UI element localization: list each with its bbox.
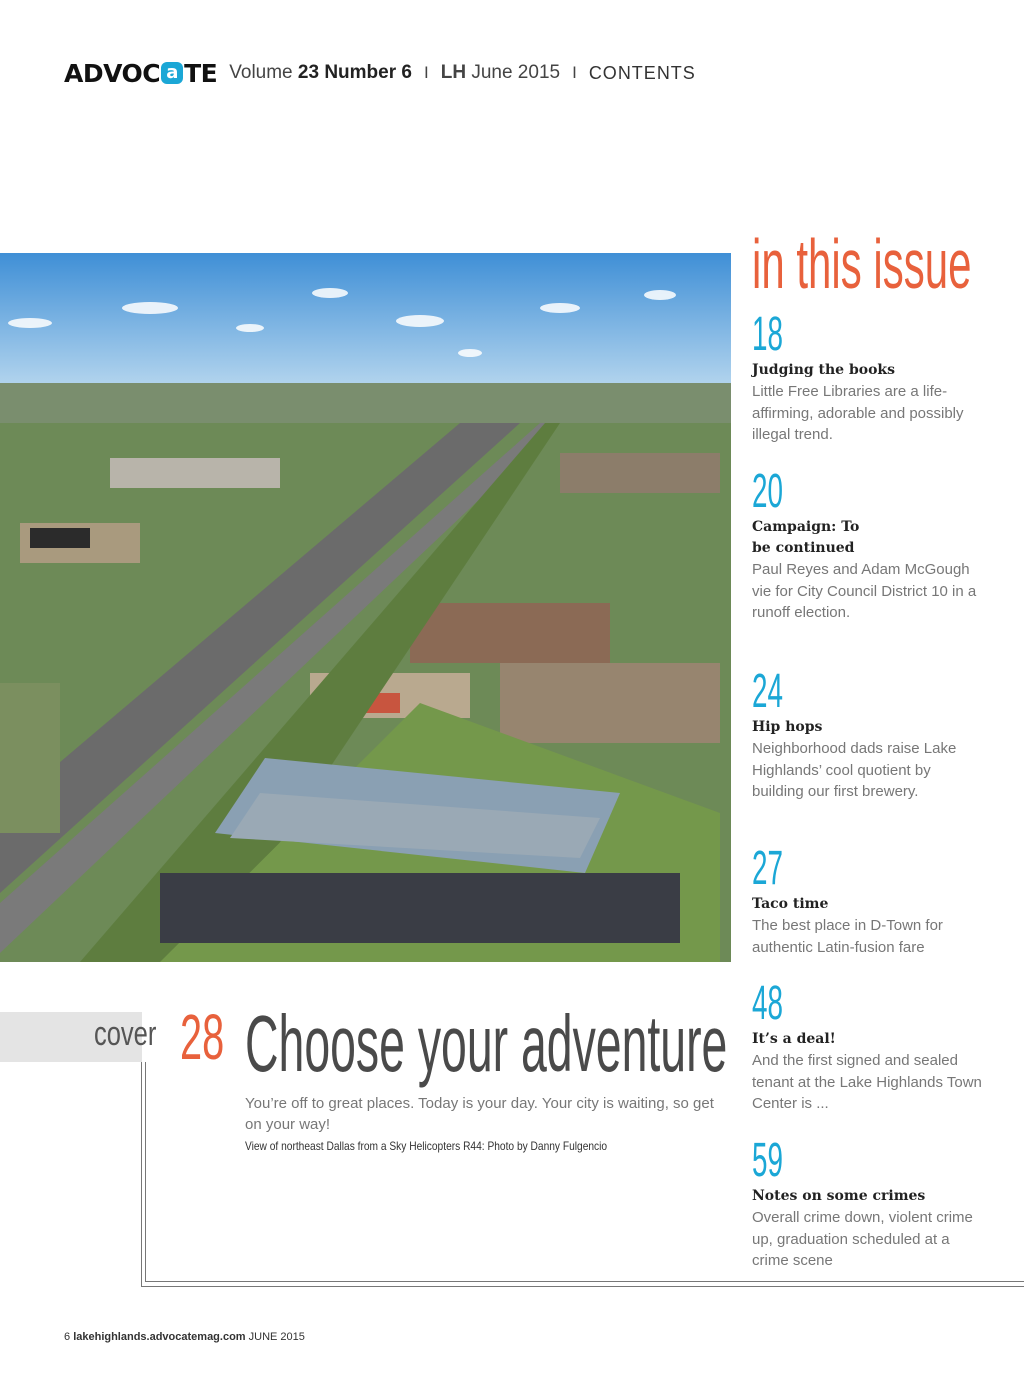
in-this-issue-title: in this issue — [752, 225, 972, 303]
issue-number: 6 — [401, 62, 412, 83]
item-headline: It’s a deal! — [752, 1031, 836, 1047]
page-number: 6 — [64, 1331, 71, 1343]
item-page-number: 18 — [752, 308, 783, 361]
item-description: Paul Reyes and Adam McGough vie for City Council District 10 in a runoff election. — [752, 561, 977, 621]
aerial-photo — [0, 253, 731, 962]
edition-date — [441, 62, 560, 84]
item-page-number: 27 — [752, 842, 783, 895]
logo-text-end: TE — [184, 58, 218, 88]
volume-info — [229, 62, 412, 84]
item-description: Neighborhood dads raise Lake Highlands’ cool quotient by building our first brewery. — [752, 740, 957, 800]
item-page-number: 20 — [752, 465, 783, 518]
issue-item[interactable] — [752, 665, 982, 803]
item-headline: Taco time — [752, 896, 829, 912]
header-separator: I — [572, 63, 577, 82]
item-headline: Notes on some crimes — [752, 1188, 926, 1204]
website-url[interactable]: lakehighlands.advocatemag.com — [73, 1331, 246, 1343]
item-page-number: 48 — [752, 977, 783, 1030]
issue-item[interactable] — [752, 977, 982, 1115]
item-page-number: 59 — [752, 1134, 783, 1187]
cover-page-number: 28 — [180, 1001, 225, 1073]
advocate-logo — [64, 59, 217, 88]
edition-code: LH — [440, 62, 467, 83]
frame-rule — [141, 1286, 1024, 1287]
item-description: Little Free Libraries are a life-affirming, adorable and possibly illegal trend. — [752, 383, 964, 443]
cover-story-description: You’re off to great places. Today is your day. Your city is waiting, so get on your way! — [245, 1095, 714, 1133]
header-separator: I — [423, 63, 429, 82]
item-headline: Judging the books — [752, 362, 896, 378]
frame-rule — [141, 1062, 142, 1286]
logo-a-mark: a — [161, 62, 183, 84]
cover-label: cover — [94, 1015, 157, 1053]
volume-number: 23 — [297, 62, 320, 83]
section-label: CONTENTS — [588, 62, 696, 83]
logo-text-start: ADVOC — [64, 58, 161, 88]
item-description: Overall crime down, violent crime up, graduation scheduled at a crime scene — [752, 1209, 973, 1269]
frame-rule — [145, 1062, 146, 1281]
footer-date: JUNE 2015 — [248, 1331, 305, 1343]
photo-credit: View of northeast Dallas from a Sky Helicopters R44: Photo by Danny Fulgencio — [245, 1139, 608, 1153]
item-headline: Campaign: To be continued — [752, 519, 860, 556]
item-description: And the first signed and sealed tenant at the Lake Highlands Town Center is ... — [752, 1052, 982, 1112]
item-headline: Hip hops — [752, 719, 823, 735]
volume-label: Volume — [229, 62, 293, 83]
masthead — [64, 58, 696, 88]
issue-number-label: Number — [324, 62, 397, 83]
issue-item[interactable] — [752, 842, 982, 958]
issue-date: June 2015 — [471, 62, 561, 83]
cover-story-title[interactable]: Choose your adventure — [245, 999, 728, 1088]
frame-rule — [145, 1281, 1024, 1282]
issue-item[interactable] — [752, 308, 982, 446]
item-page-number: 24 — [752, 665, 783, 718]
item-description: The best place in D-Town for authentic Latin-fusion fare — [752, 917, 943, 956]
page-footer — [64, 1331, 305, 1343]
issue-item[interactable] — [752, 465, 982, 624]
issue-item[interactable] — [752, 1134, 982, 1272]
